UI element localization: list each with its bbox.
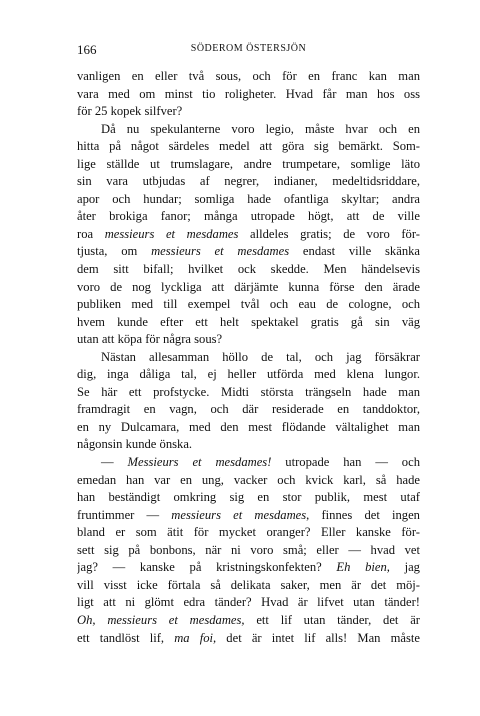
text-line: dem sitt bifall; hvilket ock skedde. Men händelsevis xyxy=(77,262,420,277)
text-line: Oh, messieurs et mesdames, ett lif utan tänder, det är xyxy=(77,612,420,627)
text-line: hvem kunde efter ett helt spektakel gratis gå sin väg xyxy=(77,314,420,329)
text-line: ligt att ni glömt edra tänder? Hvad är lifvet utan tänder! xyxy=(77,595,420,610)
text-line: vara med om minst tio roligheter. Hvad får man hos oss xyxy=(77,86,420,101)
text-line: framdragit en vagn, och där residerade en tanddoktor, xyxy=(77,402,420,417)
text-line: hitta på något särdeles medel att göra sig bemärkt. Som- xyxy=(77,139,420,154)
page-header xyxy=(77,42,420,60)
text-line: ett tandlöst lif, ma foi, det är intet lif alls! Man måste xyxy=(77,630,420,645)
text-line: tjusta, om messieurs et mesdames endast ville skänka xyxy=(77,244,420,259)
text-line: Nästan allesamman höllo de tal, och jag försäkrar xyxy=(101,349,420,364)
text-line: utan att köpa för några sous? xyxy=(77,332,223,347)
text-line: voro de nog lyckliga att därjämte kunna förse den ärade xyxy=(77,279,420,294)
text-line: dig, inga dåliga tal, ej heller utförda med klena lungor. xyxy=(77,367,420,382)
text-line: bland er som ätit för mycket oranger? Eller kanske för- xyxy=(77,525,420,540)
text-line: Se här ett profstycke. Midti största trängseln hade man xyxy=(77,384,420,399)
text-line: åter brokiga fanor; många utropade högt, att de ville xyxy=(77,209,420,224)
text-line: han beständigt omkring sig en stor publik, mest utaf xyxy=(77,490,420,505)
text-line: sin vara utbjudas af negrer, indianer, medeltidsriddare, xyxy=(77,174,420,189)
text-line: för 25 kopek silfver? xyxy=(77,104,183,119)
text-line: vanligen en eller två sous, och för en franc kan man xyxy=(77,69,420,83)
text-line: apor och hundar; somliga hade ofantliga skyltar; andra xyxy=(77,191,420,206)
text-line: — Messieurs et mesdames! utropade han — och xyxy=(101,455,420,470)
text-line: roa messieurs et mesdames alldeles gratis; de voro för- xyxy=(77,226,420,241)
text-line: sett sig på bonbons, när ni voro små; eller — hvad vet xyxy=(77,542,420,557)
text-line: lige ställde ut trumslagare, andre trumpetare, somlige läto xyxy=(77,156,420,171)
text-line: en ny Dulcamara, med den mest flödande vältalighet man xyxy=(77,419,420,434)
page-number: 166 xyxy=(77,42,97,57)
text-line: emedan han var en ung, vacker och kvick karl, så hade xyxy=(77,472,420,487)
text-line: någonsin kunde önska. xyxy=(77,437,193,452)
text-line: jag? — kanske på kristningskonfekten? Eh bien, jag xyxy=(77,560,420,575)
text-line: vill visst icke förtala så delikata saker, men är det möj- xyxy=(77,577,420,592)
text-line: publiken med till exempel tvål och eau de cologne, och xyxy=(77,297,420,312)
running-head: SÖDEROM ÖSTERSJÖN xyxy=(190,43,307,54)
body-text xyxy=(77,68,420,647)
text-line: fruntimmer — messieurs et mesdames, finnes det ingen xyxy=(77,507,420,522)
text-line: Då nu spekulanterne voro legio, måste hvar och en xyxy=(101,121,420,136)
